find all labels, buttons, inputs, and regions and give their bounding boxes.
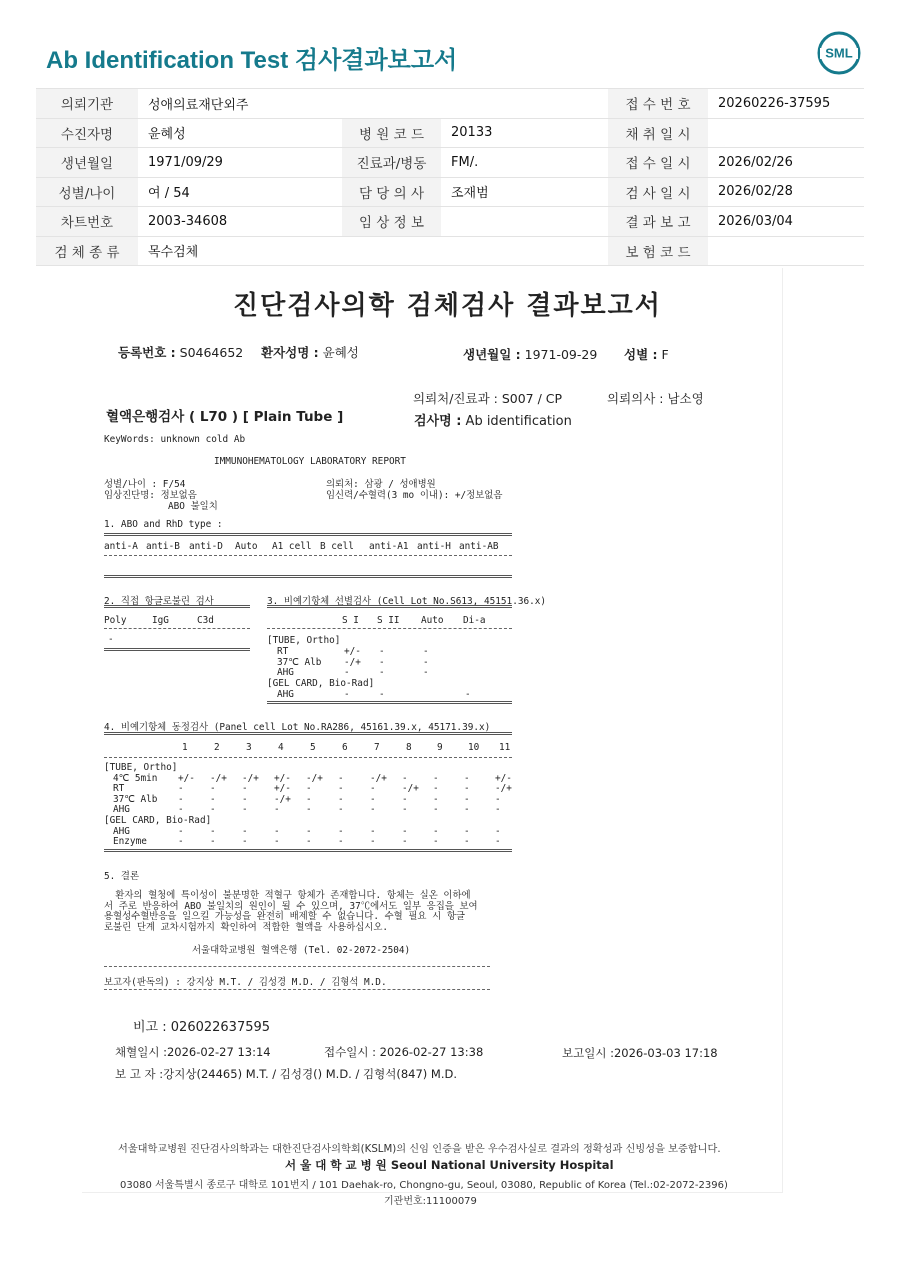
sml-logo xyxy=(816,30,862,76)
panel-cell: - xyxy=(338,825,344,837)
panel-cell: - xyxy=(242,825,248,837)
panel-cell: -/+ xyxy=(370,772,387,784)
report-sex: 성별 : F xyxy=(624,347,669,362)
info-label: 성별/나이 xyxy=(36,177,138,207)
sec3-mid-rule xyxy=(267,628,512,629)
sec2-value: - xyxy=(108,634,114,645)
panel-cell: - xyxy=(402,836,408,848)
info-label xyxy=(342,89,441,119)
abo-header: anti-A1 xyxy=(369,541,409,552)
report-time: 보고일시 :2026-03-03 17:18 xyxy=(562,1046,718,1060)
receive-time: 접수일시 : 2026-02-27 13:38 xyxy=(324,1045,484,1059)
dat-header: IgG xyxy=(152,615,169,626)
panel-cell: - xyxy=(210,836,216,848)
panel-cell: - xyxy=(433,804,439,816)
reporter-bottom-rule xyxy=(104,989,490,990)
logo-text: SML xyxy=(825,45,853,61)
report-title: 진단검사의학 검체검사 결과보고서 xyxy=(233,291,662,321)
sex-age: 성별/나이 : F/54 xyxy=(104,479,186,490)
panel-cell: - xyxy=(338,793,344,805)
info-value: 2003-34608 xyxy=(138,207,342,237)
dat-header: Poly xyxy=(104,615,127,626)
panel-cell: - xyxy=(402,825,408,837)
panel-cell: - xyxy=(495,804,501,816)
info-label: 접 수 일 시 xyxy=(608,148,708,178)
abo-header: Auto xyxy=(235,541,258,552)
info-row xyxy=(36,148,864,178)
info-value: 조재범 xyxy=(441,177,608,207)
keywords: KeyWords: unknown cold Ab xyxy=(104,434,246,445)
info-label: 검 체 종 류 xyxy=(36,236,138,266)
reporter-line: 보고자(판독의) : 강지상 M.T. / 김성경 M.D. / 김형석 M.D. xyxy=(104,977,387,988)
info-row xyxy=(36,118,864,148)
panel-cell: - xyxy=(464,825,470,837)
sec3-title: 3. 비예기항체 선별검사 (Cell Lot No.S613, 45151.36.x) xyxy=(267,596,547,607)
panel-header: 3 xyxy=(246,742,252,753)
screen-cell: - xyxy=(423,645,429,657)
info-label: 보 험 코 드 xyxy=(608,236,708,266)
screen-cell: - xyxy=(379,667,385,679)
clinical-dx: 임상진단명: 정보없음 xyxy=(104,490,197,501)
panel-cell: - xyxy=(242,783,248,795)
note: 비고 : 026022637595 xyxy=(133,1020,271,1035)
panel-row-label: AHG xyxy=(113,804,130,816)
abo-header: anti-D xyxy=(189,541,223,552)
sec4-bottom-rule xyxy=(104,849,512,852)
panel-cell: - xyxy=(178,825,184,837)
info-value: 2026/02/26 xyxy=(708,148,864,178)
panel-row-label: Enzyme xyxy=(113,836,147,848)
panel-cell: - xyxy=(402,793,408,805)
sec1-top-rule xyxy=(104,533,512,536)
screen-cell: +/- xyxy=(344,645,361,657)
panel-cell: - xyxy=(210,804,216,816)
dept: 의뢰처/진료과 : S007 / CP xyxy=(413,391,563,406)
blood-bank-contact: 서울대학교병원 혈액은행 (Tel. 02-2072-2504) xyxy=(192,945,411,956)
info-value xyxy=(441,207,608,237)
info-value: 성애의료재단외주 xyxy=(138,89,342,119)
screen-cell: -/+ xyxy=(344,656,361,668)
screen-cell: - xyxy=(344,689,350,700)
panel-cell: -/+ xyxy=(210,772,227,784)
panel-cell: - xyxy=(306,793,312,805)
screen-row-label: [GEL CARD, Bio-Rad] xyxy=(267,678,375,690)
panel-cell: +/- xyxy=(495,772,512,784)
panel-cell: +/- xyxy=(274,783,291,795)
panel-cell: - xyxy=(370,825,376,837)
sec3-top-rule xyxy=(267,605,512,608)
info-value: FM/. xyxy=(441,148,608,178)
sec2-title: 2. 직접 항글로불린 검사 xyxy=(104,596,214,607)
test-name: 검사명 : Ab identification xyxy=(414,414,572,429)
info-value: 목수검체 xyxy=(138,236,342,266)
ordering-doctor: 의뢰의사 : 남소영 xyxy=(607,391,704,406)
info-label: 진료과/병동 xyxy=(342,148,441,178)
info-row xyxy=(36,236,864,266)
info-label: 수진자명 xyxy=(36,118,138,148)
panel-cell: - xyxy=(433,783,439,795)
screen-header: Auto xyxy=(421,615,444,626)
info-label: 병 원 코 드 xyxy=(342,118,441,148)
dat-header: C3d xyxy=(197,615,214,626)
panel-row-label: 4℃ 5min xyxy=(113,772,158,784)
panel-cell: - xyxy=(306,836,312,848)
panel-header: 5 xyxy=(310,742,316,753)
hospital-name: 서 울 대 학 교 병 원 Seoul National University Hospital xyxy=(285,1158,614,1172)
sec1-mid-rule xyxy=(104,555,512,556)
info-row xyxy=(36,89,864,119)
info-value xyxy=(441,89,608,119)
test-group: 혈액은행검사 ( L70 ) [ Plain Tube ] xyxy=(106,409,344,425)
sec3-bottom-rule xyxy=(267,701,512,704)
sec1-bottom-rule xyxy=(104,575,512,578)
panel-row-label: 37℃ Alb xyxy=(113,793,158,805)
abo-header: anti-AB xyxy=(459,541,499,552)
info-row xyxy=(36,177,864,207)
panel-cell: - xyxy=(370,793,376,805)
panel-cell: -/+ xyxy=(495,783,512,795)
conclusion-line: 환자의 혈청에 특이성이 불분명한 적혈구 항체가 존재합니다. 항체는 실온 이하에 xyxy=(104,890,471,901)
panel-cell: - xyxy=(464,804,470,816)
screen-row-label: AHG xyxy=(277,689,294,700)
collect-time: 채혈일시 :2026-02-27 13:14 xyxy=(115,1045,271,1059)
panel-cell: - xyxy=(210,825,216,837)
panel-cell: - xyxy=(433,836,439,848)
screen-row-label: AHG xyxy=(277,667,294,679)
panel-row-label: [GEL CARD, Bio-Rad] xyxy=(104,815,212,826)
sec2-top-rule xyxy=(104,605,250,608)
panel-header: 6 xyxy=(342,742,348,753)
info-row xyxy=(36,207,864,237)
panel-cell: - xyxy=(274,836,280,848)
conclusion-line: 용혈성수혈반응을 일으킬 가능성을 완전히 배제할 수 없습니다. 수혈 필요 시 항글 xyxy=(104,911,465,923)
info-label: 의뢰기관 xyxy=(36,89,138,119)
certification-text: 서울대학교병원 진단검사의학과는 대한진단검사의학회(KSLM)의 신임 인증을 받은 우수검사실로 결과의 정확성과 신빙성을 보증합니다. xyxy=(118,1144,721,1155)
info-value xyxy=(708,118,864,148)
info-label: 결 과 보 고 xyxy=(608,207,708,237)
panel-cell: - xyxy=(178,793,184,805)
panel-cell: - xyxy=(210,783,216,795)
pregnancy-transfusion: 임신력/수혈력(3 mo 이내): +/정보없음 xyxy=(326,490,503,501)
info-label: 차트번호 xyxy=(36,207,138,237)
panel-header: 4 xyxy=(278,742,284,753)
hospital-address: 03080 서울특별시 종로구 대학로 101번지 / 101 Daehak-ro, Chongno-gu, Seoul, 03080, Republic of Korea (Tel.:02-2072-2396) xyxy=(120,1180,728,1191)
conclusion-line: 서 주로 반응하여 ABO 불일치의 원인이 될 수 있으며, 37℃에서도 일부 응집을 보여 xyxy=(104,900,478,912)
panel-cell: - xyxy=(338,836,344,848)
info-value: 1971/09/29 xyxy=(138,148,342,178)
referrer: 의뢰처: 삼광 / 성애병원 xyxy=(326,479,436,490)
panel-cell: - xyxy=(370,836,376,848)
panel-cell: - xyxy=(402,772,408,784)
abo-header: anti-B xyxy=(146,541,180,552)
panel-cell: - xyxy=(464,772,470,784)
panel-cell: - xyxy=(433,793,439,805)
patient-name: 환자성명 : 윤혜성 xyxy=(261,345,359,360)
panel-header: 11 xyxy=(499,742,511,753)
panel-cell: -/+ xyxy=(402,783,419,795)
sec2-mid-rule xyxy=(104,628,250,629)
screen-row-label: 37℃ Alb xyxy=(277,656,322,668)
panel-cell: - xyxy=(464,793,470,805)
info-label: 임 상 정 보 xyxy=(342,207,441,237)
sec2-bottom-rule xyxy=(104,648,250,651)
panel-header: 2 xyxy=(214,742,220,753)
reporter-top-rule xyxy=(104,966,490,967)
info-value xyxy=(708,236,864,266)
panel-cell: - xyxy=(370,804,376,816)
panel-cell: - xyxy=(338,804,344,816)
panel-cell: - xyxy=(242,836,248,848)
info-label xyxy=(342,236,441,266)
panel-cell: -/+ xyxy=(242,772,259,784)
screen-header: S II xyxy=(377,615,400,626)
panel-cell: - xyxy=(274,804,280,816)
screen-cell: - xyxy=(423,667,429,679)
panel-cell: - xyxy=(402,804,408,816)
info-value: 2026/02/28 xyxy=(708,177,864,207)
screen-cell: - xyxy=(379,645,385,657)
lab-report-title: IMMUNOHEMATOLOGY LABORATORY REPORT xyxy=(214,456,406,467)
info-value: 20133 xyxy=(441,118,608,148)
panel-cell: - xyxy=(210,793,216,805)
institution-number: 기관번호:11100079 xyxy=(384,1196,477,1207)
info-label: 검 사 일 시 xyxy=(608,177,708,207)
info-label: 채 취 일 시 xyxy=(608,118,708,148)
sec4-top-rule xyxy=(104,732,512,735)
abo-header: anti-H xyxy=(417,541,451,552)
panel-cell: - xyxy=(242,804,248,816)
panel-cell: - xyxy=(464,783,470,795)
panel-cell: - xyxy=(338,772,344,784)
panel-cell: -/+ xyxy=(306,772,323,784)
info-value xyxy=(441,236,608,266)
panel-cell: - xyxy=(306,825,312,837)
panel-row-label: [TUBE, Ortho] xyxy=(104,762,178,773)
reg-no: 등록번호 : S0464652 xyxy=(118,345,244,360)
report-dob: 생년월일 : 1971-09-29 xyxy=(463,347,598,362)
screen-row-label: [TUBE, Ortho] xyxy=(267,635,341,646)
info-label: 접 수 번 호 xyxy=(608,89,708,119)
reporters: 보 고 자 :강지상(24465) M.T. / 김성경() M.D. / 김형석(847) M.D. xyxy=(115,1067,458,1081)
panel-cell: - xyxy=(433,825,439,837)
panel-cell: - xyxy=(495,793,501,805)
sec4-title: 4. 비예기항체 동정검사 (Panel cell Lot No.RA286, 45161.39.x, 45171.39.x) xyxy=(104,722,491,733)
panel-cell: - xyxy=(242,793,248,805)
info-value: 20260226-37595 xyxy=(708,89,864,119)
panel-header: 10 xyxy=(468,742,480,753)
panel-cell: - xyxy=(178,783,184,795)
screen-header: Di-a xyxy=(463,615,486,626)
panel-row-label: RT xyxy=(113,783,125,795)
panel-row-label: AHG xyxy=(113,825,130,837)
panel-cell: - xyxy=(306,783,312,795)
panel-header: 1 xyxy=(182,742,188,753)
panel-cell: +/- xyxy=(178,772,195,784)
screen-cell: - xyxy=(379,656,385,668)
abo-header: B cell xyxy=(320,541,354,552)
info-value: 2026/03/04 xyxy=(708,207,864,237)
panel-cell: +/- xyxy=(274,772,291,784)
clinical-dx-2: ABO 불일치 xyxy=(168,501,218,512)
patient-info-grid xyxy=(36,88,864,266)
panel-header: 9 xyxy=(437,742,443,753)
info-label: 생년월일 xyxy=(36,148,138,178)
conclusion-line: 로불린 단계 교차시험까지 확인하여 적합한 혈액을 사용하십시오. xyxy=(104,921,389,933)
screen-cell: - xyxy=(379,689,385,700)
sec5-title: 5. 결론 xyxy=(104,871,140,882)
panel-cell: -/+ xyxy=(274,793,291,805)
screen-cell: - xyxy=(423,656,429,668)
info-value: 여 / 54 xyxy=(138,177,342,207)
abo-header: anti-A xyxy=(104,541,138,552)
sec4-mid-rule xyxy=(104,757,512,758)
panel-cell: - xyxy=(495,825,501,837)
panel-cell: - xyxy=(370,783,376,795)
panel-cell: - xyxy=(274,825,280,837)
panel-cell: - xyxy=(464,836,470,848)
screen-header: S I xyxy=(342,615,359,626)
screen-cell: - xyxy=(465,689,471,700)
sec1-title: 1. ABO and RhD type : xyxy=(104,519,223,530)
panel-cell: - xyxy=(306,804,312,816)
panel-cell: - xyxy=(178,804,184,816)
panel-header: 8 xyxy=(406,742,412,753)
panel-header: 7 xyxy=(374,742,380,753)
screen-row-label: RT xyxy=(277,645,289,657)
abo-header: A1 cell xyxy=(272,541,312,552)
screen-cell: - xyxy=(344,667,350,679)
panel-cell: - xyxy=(338,783,344,795)
info-label: 담 당 의 사 xyxy=(342,177,441,207)
document-title: Ab Identification Test 검사결과보고서 xyxy=(46,47,458,74)
panel-cell: - xyxy=(495,836,501,848)
panel-cell: - xyxy=(178,836,184,848)
info-value: 윤혜성 xyxy=(138,118,342,148)
panel-cell: - xyxy=(433,772,439,784)
